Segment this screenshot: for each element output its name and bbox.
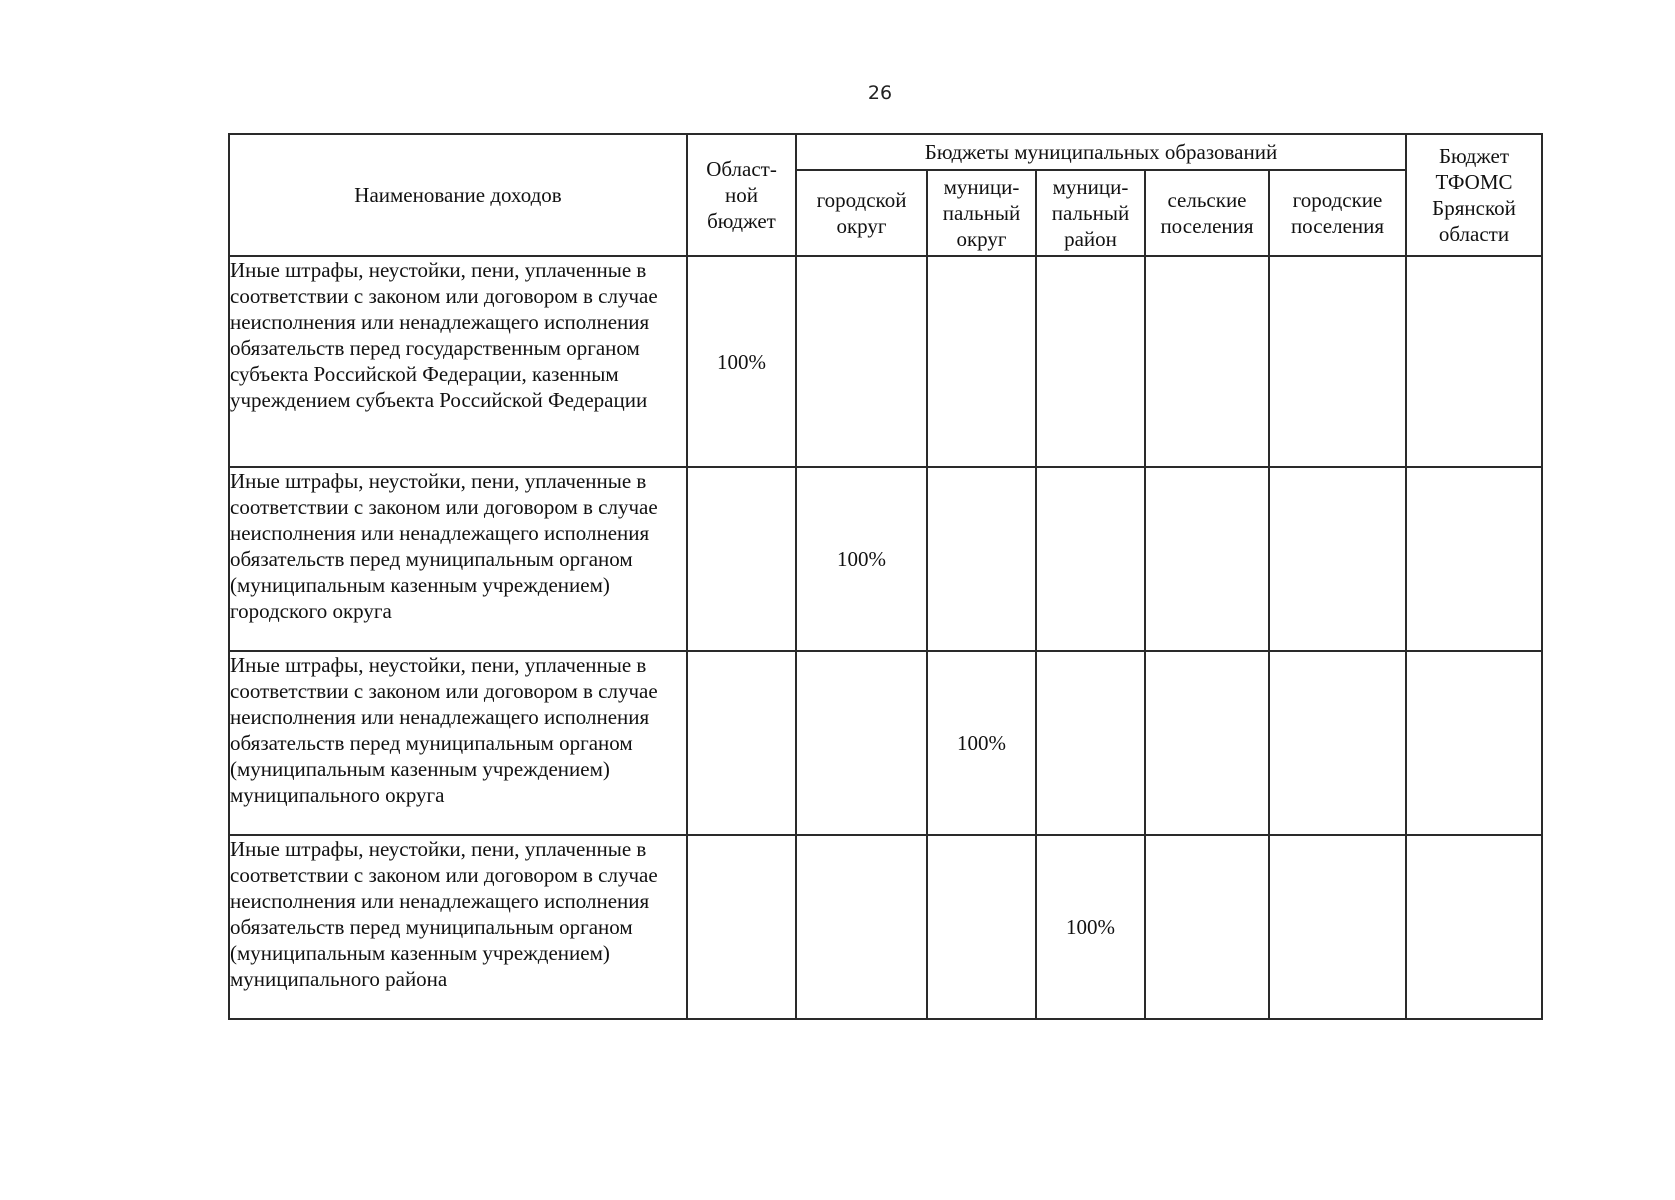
table-row bbox=[229, 835, 1542, 1019]
header-row-top bbox=[229, 134, 1542, 170]
cell-municipal-okrug bbox=[927, 835, 1036, 1019]
header-municipal-raion: муници- пальный район bbox=[1036, 170, 1145, 256]
row-name: Иные штрафы, неустойки, пени, уплаченные в соответствии с законом или договором в случае неисполнения или ненадлежащего исполнения обязательств перед государственным органом субъекта Российской Федерации, казенным учреждением субъекта Российской Федерации bbox=[229, 256, 687, 467]
header-rural-settlements: сельские поселения bbox=[1145, 170, 1269, 256]
header-municipal-okrug: муници- пальный округ bbox=[927, 170, 1036, 256]
header-tfoms-budget: Бюджет ТФОМС Брянской области bbox=[1406, 134, 1542, 256]
cell-municipal-raion: 100% bbox=[1036, 835, 1145, 1019]
cell-regional: 100% bbox=[687, 256, 796, 467]
cell-urban-settlements bbox=[1269, 467, 1406, 651]
cell-municipal-okrug: 100% bbox=[927, 651, 1036, 835]
row-name: Иные штрафы, неустойки, пени, уплаченные в соответствии с законом или договором в случае неисполнения или ненадлежащего исполнения обязательств перед муниципальным органом (муниципальным казенным учреждением) муниципального района bbox=[229, 835, 687, 1019]
cell-tfoms bbox=[1406, 835, 1542, 1019]
cell-municipal-raion bbox=[1036, 651, 1145, 835]
header-municipal-budgets: Бюджеты муниципальных образований bbox=[796, 134, 1406, 170]
header-regional-budget: Област- ной бюджет bbox=[687, 134, 796, 256]
cell-rural-settlements bbox=[1145, 651, 1269, 835]
cell-regional bbox=[687, 467, 796, 651]
cell-urban-settlements bbox=[1269, 651, 1406, 835]
cell-regional bbox=[687, 651, 796, 835]
cell-city-district bbox=[796, 651, 927, 835]
cell-urban-settlements bbox=[1269, 835, 1406, 1019]
table-row bbox=[229, 256, 1542, 467]
header-name: Наименование доходов bbox=[229, 134, 687, 256]
table-row bbox=[229, 651, 1542, 835]
cell-city-district bbox=[796, 256, 927, 467]
cell-municipal-raion bbox=[1036, 256, 1145, 467]
cell-municipal-okrug bbox=[927, 256, 1036, 467]
table-row bbox=[229, 467, 1542, 651]
cell-tfoms bbox=[1406, 256, 1542, 467]
cell-city-district: 100% bbox=[796, 467, 927, 651]
cell-municipal-raion bbox=[1036, 467, 1145, 651]
cell-tfoms bbox=[1406, 651, 1542, 835]
header-urban-settlements: городские поселения bbox=[1269, 170, 1406, 256]
row-name: Иные штрафы, неустойки, пени, уплаченные в соответствии с законом или договором в случае неисполнения или ненадлежащего исполнения обязательств перед муниципальным органом (муниципальным казенным учреждением) городского округа bbox=[229, 467, 687, 651]
page-number: 26 bbox=[867, 82, 893, 104]
row-name: Иные штрафы, неустойки, пени, уплаченные в соответствии с законом или договором в случае неисполнения или ненадлежащего исполнения обязательств перед муниципальным органом (муниципальным казенным учреждением) муниципального округа bbox=[229, 651, 687, 835]
cell-rural-settlements bbox=[1145, 256, 1269, 467]
cell-tfoms bbox=[1406, 467, 1542, 651]
cell-urban-settlements bbox=[1269, 256, 1406, 467]
revenue-distribution-table bbox=[228, 133, 1543, 1020]
header-city-district: городской округ bbox=[796, 170, 927, 256]
cell-regional bbox=[687, 835, 796, 1019]
cell-rural-settlements bbox=[1145, 835, 1269, 1019]
cell-city-district bbox=[796, 835, 927, 1019]
cell-municipal-okrug bbox=[927, 467, 1036, 651]
cell-rural-settlements bbox=[1145, 467, 1269, 651]
